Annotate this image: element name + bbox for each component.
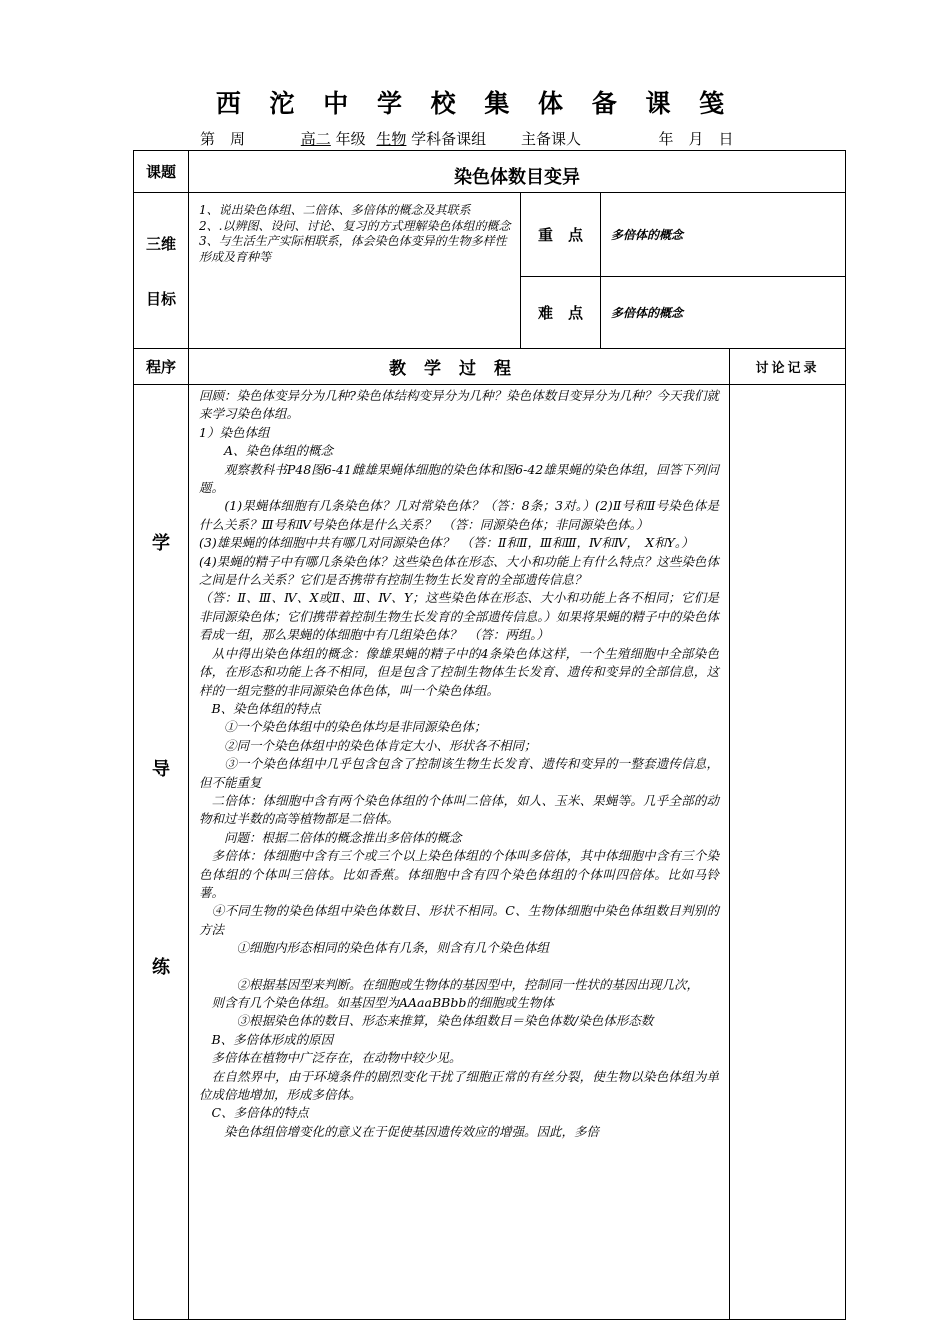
grade-suffix: 年级 [335, 130, 366, 148]
process-label: 程序 [134, 349, 189, 385]
topic-label: 课题 [134, 151, 189, 193]
key-point-value: 多倍体的概念 [601, 193, 846, 277]
discussion-notes-cell [730, 385, 846, 1320]
process-content [189, 385, 730, 1320]
goal-item-2: 2、.以辨图、设问、讨论、复习的方式理解染色体组的概念 [199, 218, 511, 233]
key-point-label: 重 点 [521, 193, 601, 277]
process-paragraph: 在自然界中，由于环境条件的剧烈变化干扰了细胞正常的有丝分裂，使生物以染色体组为单位成倍地增加，形成多倍体。 [199, 1068, 719, 1103]
process-paragraph: ④不同生物的染色体组中染色体数目、形状不相同。C、生物体细胞中染色体组数目判别的方法 [199, 903, 719, 937]
page-title: 西 沱 中 学 校 集 体 备 课 笺 [215, 89, 735, 118]
process-paragraph: ③一个染色体组中几乎包含包含了控制该生物生长发育、遗传和变异的一整套遗传信息，但不能重复 [199, 756, 719, 790]
difficult-point-value: 多倍体的概念 [601, 277, 846, 349]
process-paragraph: (3)雄果蝇的体细胞中共有哪几对同源染色体？ （答：Ⅱ和Ⅱ，Ⅲ和Ⅲ，Ⅳ和Ⅳ， X和Y。） [199, 535, 694, 551]
topic-value: 染色体数目变异 [189, 151, 846, 193]
process-paragraph: 二倍体：体细胞中含有两个染色体组的个体叫二倍体，如人、玉米、果蝇等。几乎全部的动物和过半数的高等植物都是二倍体。 [199, 792, 719, 827]
process-paragraph: ③根据染色体的数目、形态来推算，染色体组数目＝染色体数/染色体形态数 [199, 1013, 654, 1029]
side-char-practice: 练 [152, 957, 170, 978]
date-label: 年 月 日 [658, 130, 734, 148]
process-paragraph: 多倍体：体细胞中含有三个或三个以上染色体组的个体叫多倍体，其中体细胞中含有三个染色体组的个体叫三倍体。比如香蕉。体细胞中含有四个染色体组的个体叫四倍体。比如马铃薯。 [199, 848, 719, 900]
process-paragraph: ①一个染色体组中的染色体均是非同源染色体； [199, 719, 487, 735]
process-paragraph: (1)果蝇体细胞有几条染色体？几对常染色体？（答：8条；3对。）(2)Ⅱ号和Ⅱ号染色体是什么关系？Ⅲ号和Ⅳ号染色体是什么关系？ （答：同源染色体；非同源染色体。） [199, 498, 719, 532]
process-paragraph: 观察教科书P48图6-41雌雄果蝇体细胞的染色体和图6-42雄果蝇的染色体组，回答下列问题。 [199, 461, 719, 496]
side-char-study: 学 [152, 533, 170, 554]
process-paragraph: A、染色体组的概念 [199, 443, 334, 459]
process-paragraph: 问题：根据二倍体的概念推出多倍体的概念 [199, 829, 462, 845]
process-paragraph: 染色体组倍增变化的意义在于促使基因遗传效应的增强。因此，多倍 [199, 1123, 600, 1139]
process-paragraph: 1）染色体组 [199, 424, 270, 440]
header-info-line [200, 128, 840, 149]
process-paragraph [199, 958, 719, 976]
goals-list [189, 193, 521, 349]
process-paragraph: ②根据基因型来判断。在细胞或生物体的基因型中，控制同一性状的基因出现几次， [199, 976, 700, 992]
process-paragraph: 回顾：染色体变异分为几种?染色体结构变异分为几种？染色体数目变异分为几种？今天我们就来学习染色体组。 [199, 388, 719, 422]
goals-label-bottom: 目标 [145, 289, 176, 308]
process-side-labels [134, 385, 189, 1320]
side-char-guide: 导 [152, 759, 170, 780]
teacher-blank [586, 130, 626, 148]
grade-value: 高二 [300, 130, 331, 148]
goals-label-top: 三维 [145, 234, 176, 253]
process-paragraph: (4)果蝇的精子中有哪几条染色体？这些染色体在形态、大小和功能上有什么特点？这些染色体之间是什么关系？它们是否携带有控制生物生长发育的全部遗传信息？ [199, 553, 719, 588]
teacher-label: 主备课人 [520, 130, 581, 148]
process-paragraph: B、多倍体形成的原因 [199, 1031, 334, 1047]
goals-label [134, 193, 189, 349]
process-paragraph: ①细胞内形态相同的染色体有几条，则含有几个染色体组 [199, 940, 550, 956]
difficult-point-label: 难 点 [521, 277, 601, 349]
process-paragraph: ②同一个染色体组中的染色体肯定大小、形状各不相同； [199, 737, 537, 753]
process-paragraph: 则含有几个染色体组。如基因型为AAaaBBbb的细胞或生物体 [199, 995, 554, 1010]
process-paragraph: 从中得出染色体组的概念：像雄果蝇的精子中的4条染色体这样，一个生殖细胞中全部染色体，在形态和功能上各不相同，但是包含了控制生物体生长发育、遗传和变异的全部信息，这样的一组完整的非同源染色体色体，叫一个染色体组。 [199, 645, 719, 698]
subject-suffix: 学科备课组 [411, 130, 487, 148]
goal-item-1: 1、说出染色体组、二倍体、多倍体的概念及其联系 [199, 203, 471, 217]
discussion-header: 讨论记录 [730, 349, 846, 385]
process-header: 教学过程 [189, 349, 730, 385]
process-paragraph: 多倍体在植物中广泛存在，在动物中较少见。 [199, 1050, 462, 1066]
lesson-plan-table [133, 150, 846, 1320]
process-paragraph: C、多倍体的特点 [199, 1105, 309, 1121]
process-paragraph: B、染色体组的特点 [199, 700, 321, 716]
subject-value: 生物 [376, 130, 407, 148]
week-label: 第 周 [200, 130, 246, 148]
process-paragraph: （答：Ⅱ、Ⅲ、Ⅳ、X或Ⅱ、Ⅲ、Ⅳ、Y；这些染色体在形态、大小和功能上各不相同；它们是非同源染色体；它们携带着控制生物生长发育的全部遗传信息。）如果将果蝇的精子中的染色体看成一组，那么果蝇的体细胞中有几组染色体？ （答：两组。） [199, 590, 719, 643]
process-paragraphs [199, 387, 719, 1141]
goal-item-3: 3、与生活生产实际相联系，体会染色体变异的生物多样性形成及育种等 [199, 234, 507, 264]
